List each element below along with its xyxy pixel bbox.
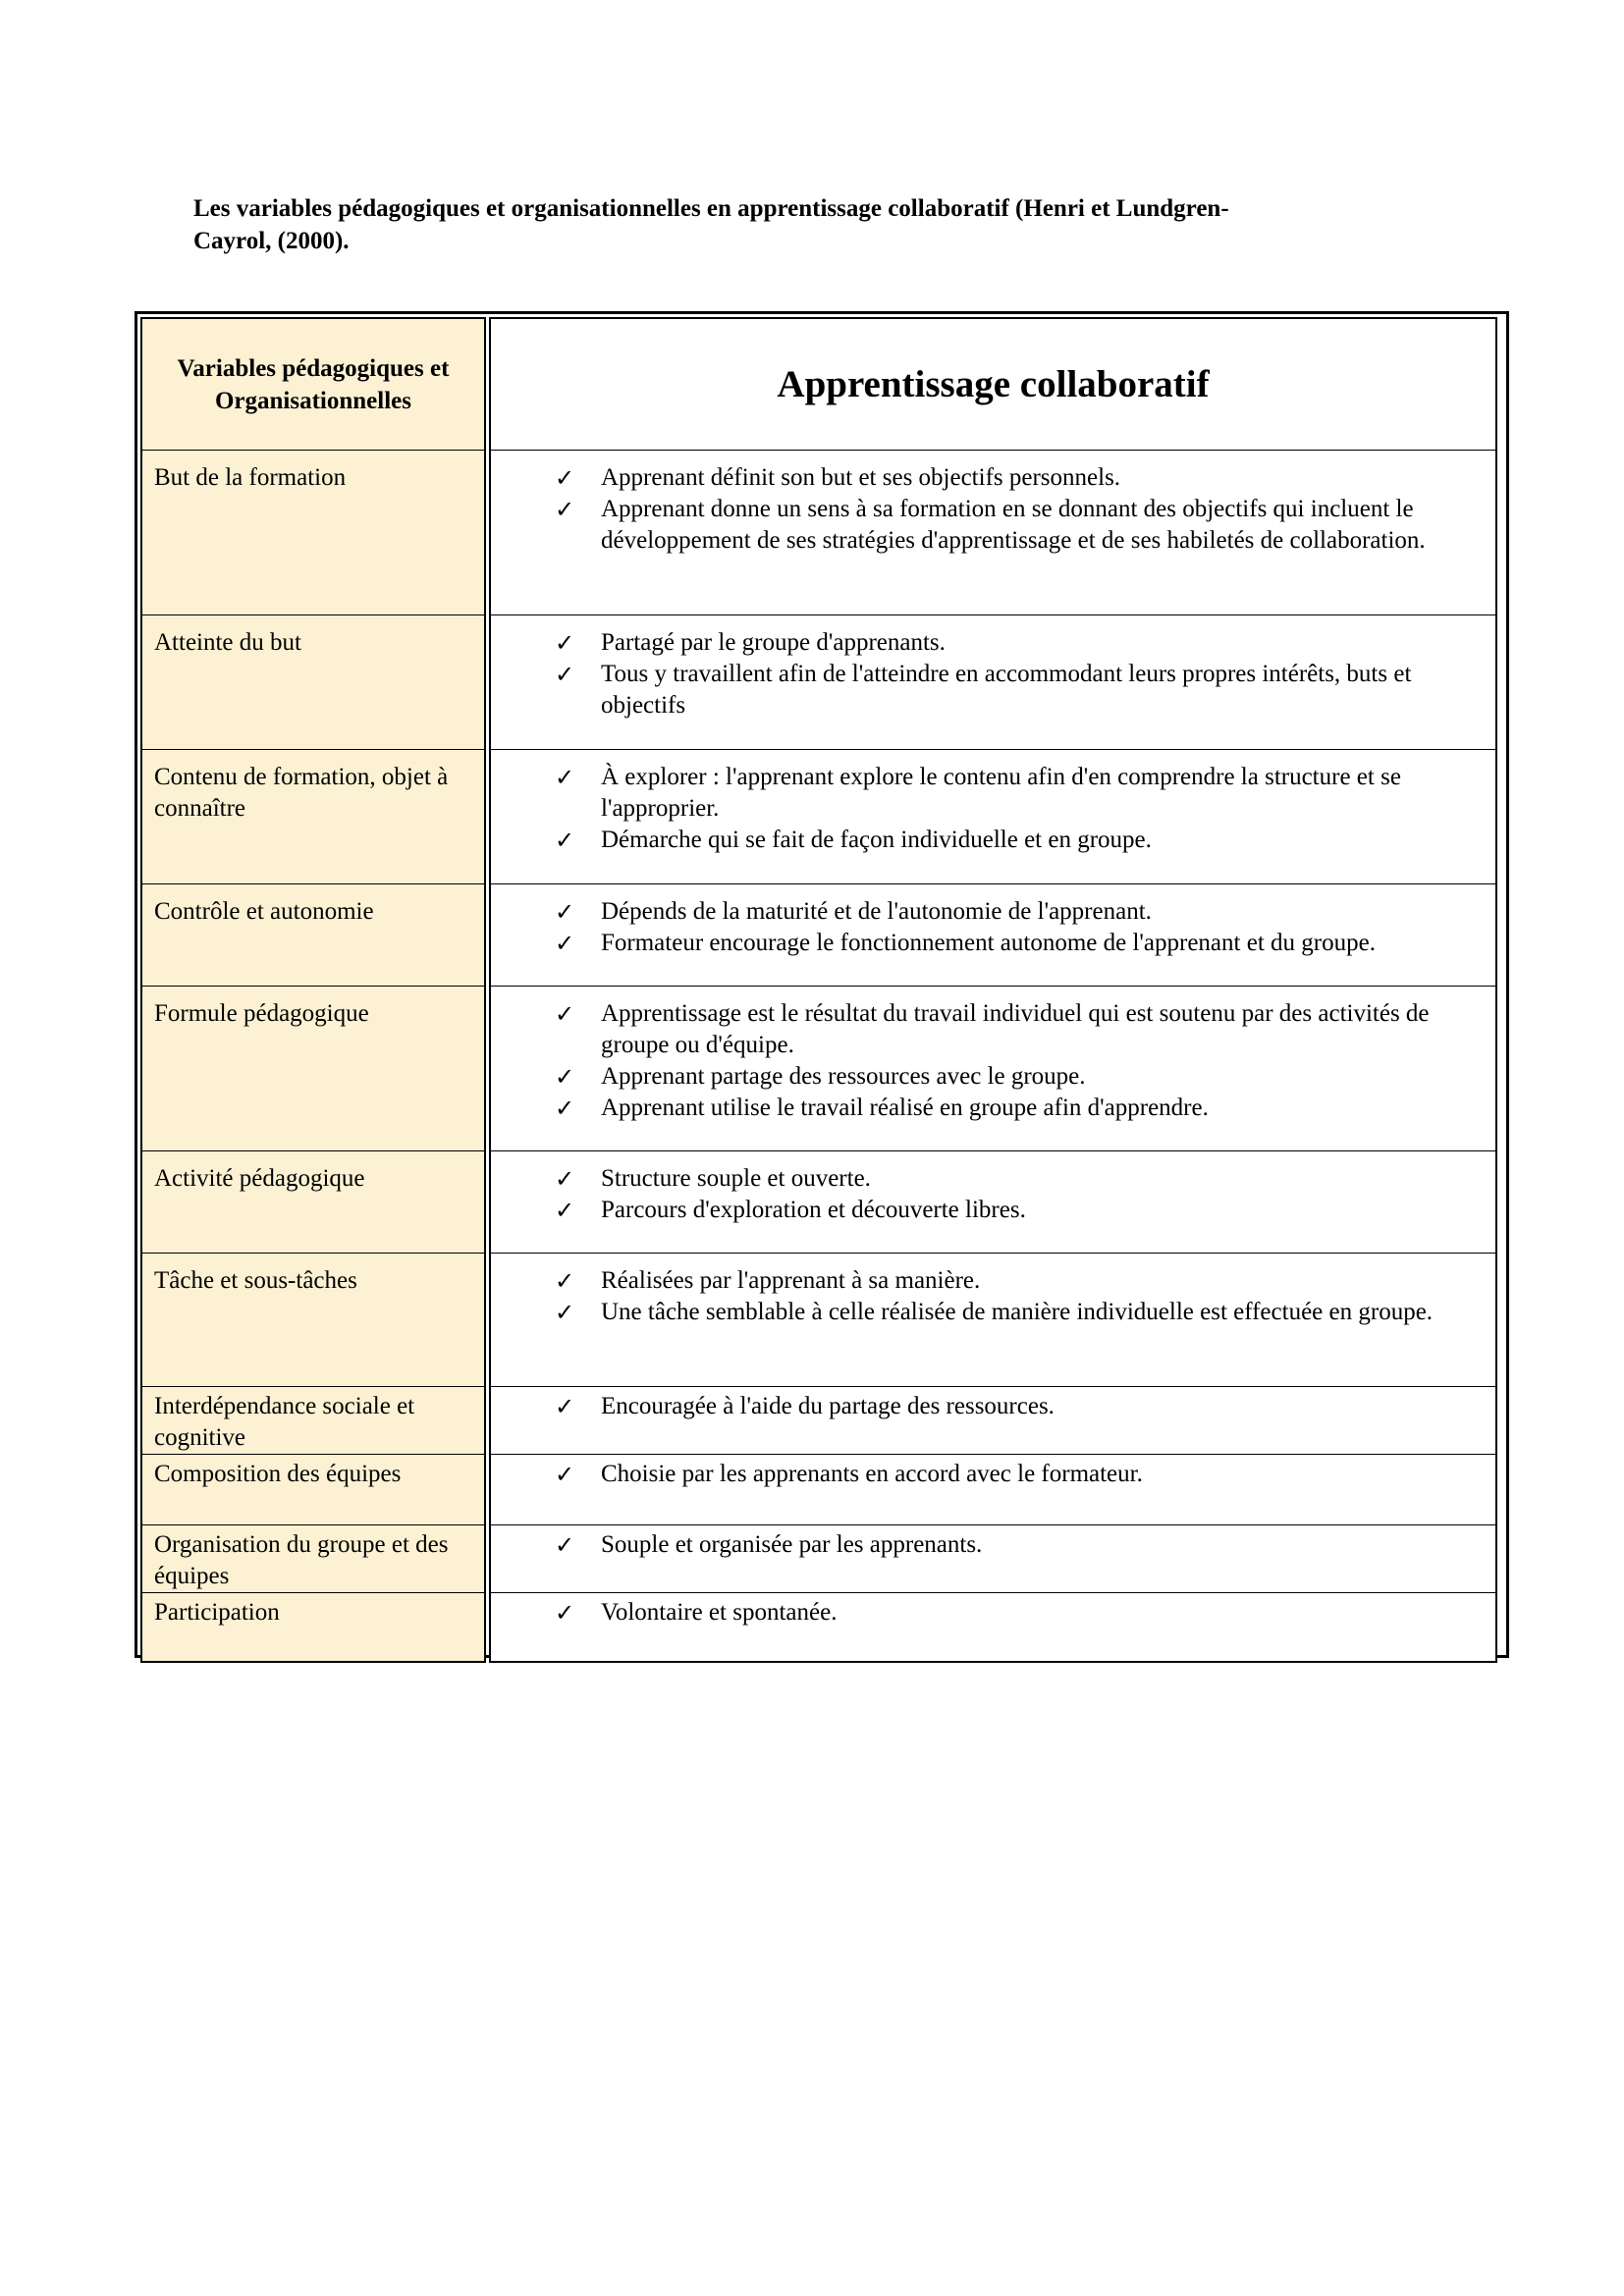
checkmark-icon: ✓ (554, 1197, 575, 1224)
list-item: ✓ Dépends de la maturité et de l'autonomie de l'apprenant. (491, 896, 1482, 928)
checkmark-icon: ✓ (554, 1299, 575, 1326)
variable-label: Interdépendance sociale et cognitive (154, 1393, 415, 1451)
list-item: ✓ Apprentissage est le résultat du travail individuel qui est soutenu par des activités de groupe ou d'équipe. (491, 998, 1482, 1061)
variable-label: Contenu de formation, objet à connaître (154, 764, 449, 822)
table-row (140, 1592, 1497, 1663)
checkmark-icon: ✓ (554, 764, 575, 791)
list-item: ✓ Apprenant donne un sens à sa formation en se donnant des objectifs qui incluent le développement de ses stratégies d'apprentissage et de ses habiletés de collaboration. (491, 494, 1482, 557)
variable-label: Composition des équipes (154, 1461, 402, 1487)
list-item: ✓ Apprenant définit son but et ses objectifs personnels. (491, 462, 1482, 494)
item-list (491, 987, 1495, 1124)
variable-label: But de la formation (154, 464, 347, 491)
variable-label: Organisation du groupe et des équipes (154, 1531, 449, 1589)
list-item: ✓ Choisie par les apprenants en accord avec le formateur. (491, 1459, 1482, 1490)
table-row (140, 1386, 1497, 1454)
list-item: ✓ Réalisées par l'apprenant à sa manière. (491, 1265, 1482, 1297)
checkmark-icon: ✓ (554, 1095, 575, 1122)
header-variables: Variables pédagogiques et Organisationnelles (140, 317, 486, 450)
list-item: ✓ Encouragée à l'aide du partage des ressources. (491, 1391, 1482, 1422)
table-row (140, 883, 1497, 986)
variable-label: Participation (154, 1599, 280, 1626)
table-row (140, 1253, 1497, 1386)
checkmark-icon: ✓ (554, 661, 575, 688)
list-item: ✓ Apprenant utilise le travail réalisé en groupe afin d'apprendre. (491, 1093, 1482, 1124)
list-item: ✓ Formateur encourage le fonctionnement autonome de l'apprenant et du groupe. (491, 928, 1482, 959)
header-title: Apprentissage collaboratif (489, 317, 1497, 450)
checkmark-icon: ✓ (554, 930, 575, 957)
list-item: ✓ Souple et organisée par les apprenants. (491, 1529, 1482, 1561)
checkmark-icon: ✓ (554, 1165, 575, 1193)
checkmark-icon: ✓ (554, 1063, 575, 1091)
item-list (491, 884, 1495, 959)
collaborative-learning-table (135, 311, 1509, 1658)
checkmark-icon: ✓ (554, 1531, 575, 1559)
list-item: ✓ Démarche qui se fait de façon individuelle et en groupe. (491, 825, 1482, 856)
item-list (491, 1151, 1495, 1226)
list-item: ✓ Partagé par le groupe d'apprenants. (491, 627, 1482, 659)
list-item: ✓ À explorer : l'apprenant explore le contenu afin d'en comprendre la structure et se l'approprier. (491, 762, 1482, 825)
item-list (491, 750, 1495, 856)
list-item: ✓ Apprenant partage des ressources avec le groupe. (491, 1061, 1482, 1093)
variable-label: Activité pédagogique (154, 1165, 365, 1192)
table-row (140, 614, 1497, 749)
checkmark-icon: ✓ (554, 1393, 575, 1420)
item-list (491, 451, 1495, 557)
checkmark-icon: ✓ (554, 898, 575, 926)
table-header-row (140, 317, 1497, 450)
checkmark-icon: ✓ (554, 629, 575, 657)
checkmark-icon: ✓ (554, 827, 575, 854)
table-row (140, 1150, 1497, 1253)
list-item: ✓ Tous y travaillent afin de l'atteindre en accommodant leurs propres intérêts, buts et objectifs (491, 659, 1482, 721)
table-row (140, 749, 1497, 883)
variable-label: Tâche et sous-tâches (154, 1267, 357, 1294)
table-row (140, 1454, 1497, 1524)
checkmark-icon: ✓ (554, 1461, 575, 1488)
list-item: ✓ Volontaire et spontanée. (491, 1597, 1482, 1629)
table-row (140, 1524, 1497, 1592)
item-list (491, 1387, 1495, 1422)
variable-label: Contrôle et autonomie (154, 898, 374, 925)
variable-label: Formule pédagogique (154, 1000, 369, 1027)
list-item: ✓ Une tâche semblable à celle réalisée de manière individuelle est effectuée en groupe. (491, 1297, 1482, 1328)
item-list (491, 1593, 1495, 1629)
list-item: ✓ Parcours d'exploration et découverte libres. (491, 1195, 1482, 1226)
item-list (491, 615, 1495, 721)
checkmark-icon: ✓ (554, 464, 575, 492)
checkmark-icon: ✓ (554, 496, 575, 523)
item-list (491, 1525, 1495, 1561)
list-item: ✓ Structure souple et ouverte. (491, 1163, 1482, 1195)
checkmark-icon: ✓ (554, 1267, 575, 1295)
item-list (491, 1455, 1495, 1490)
checkmark-icon: ✓ (554, 1000, 575, 1028)
variable-label: Atteinte du but (154, 629, 301, 656)
item-list (491, 1254, 1495, 1328)
table-row (140, 450, 1497, 614)
caption-line-2: Cayrol, (2000). (193, 228, 350, 254)
checkmark-icon: ✓ (554, 1599, 575, 1627)
table-row (140, 986, 1497, 1150)
caption-line-1: Les variables pédagogiques et organisationnelles en apprentissage collaboratif (Henri et Lundgren- (193, 195, 1229, 222)
table-caption (193, 192, 1372, 257)
